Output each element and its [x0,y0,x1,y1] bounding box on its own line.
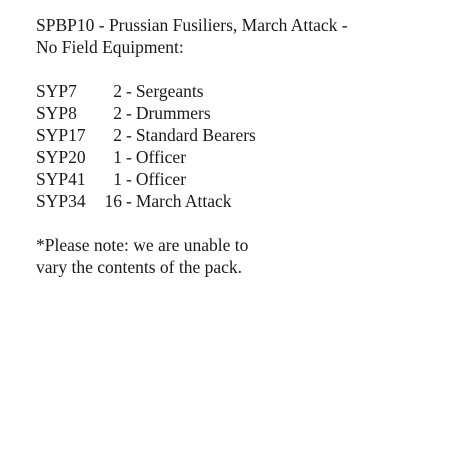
item-name: Drummers [135,103,211,123]
list-item [36,102,436,124]
item-name: Standard Bearers [135,125,256,145]
item-separator: - [126,191,132,211]
item-code: SYP20 [36,147,86,167]
list-item [36,146,436,168]
pack-title-line-1: SPBP10 - Prussian Fusiliers, March Attack - [36,15,348,35]
item-code: SYP41 [36,169,86,189]
contents-list [36,80,436,212]
item-code: SYP34 [36,191,86,211]
list-item [36,168,436,190]
item-code: SYP8 [36,103,77,123]
item-quantity: 16 [104,191,122,211]
pack-description [36,14,436,278]
item-separator: - [126,103,132,123]
list-item [36,80,436,102]
item-quantity: 2 [113,81,122,101]
item-code: SYP7 [36,81,77,101]
item-separator: - [126,125,132,145]
spacer [36,58,436,80]
item-quantity: 2 [113,125,122,145]
item-name: Officer [135,169,187,189]
item-code: SYP17 [36,125,86,145]
item-name: March Attack [135,191,232,211]
list-item [36,190,436,212]
item-quantity: 2 [113,103,122,123]
item-name: Officer [135,147,187,167]
note-line-2: vary the contents of the pack. [36,257,243,277]
note-line-1: *Please note: we are unable to [36,235,249,255]
item-name: Sergeants [135,81,204,101]
item-separator: - [126,81,132,101]
item-quantity: 1 [113,169,122,189]
pack-title-line-2: No Field Equipment: [36,37,184,57]
list-item [36,124,436,146]
item-separator: - [126,169,132,189]
item-separator: - [126,147,132,167]
spacer [36,212,436,234]
item-quantity: 1 [113,147,122,167]
